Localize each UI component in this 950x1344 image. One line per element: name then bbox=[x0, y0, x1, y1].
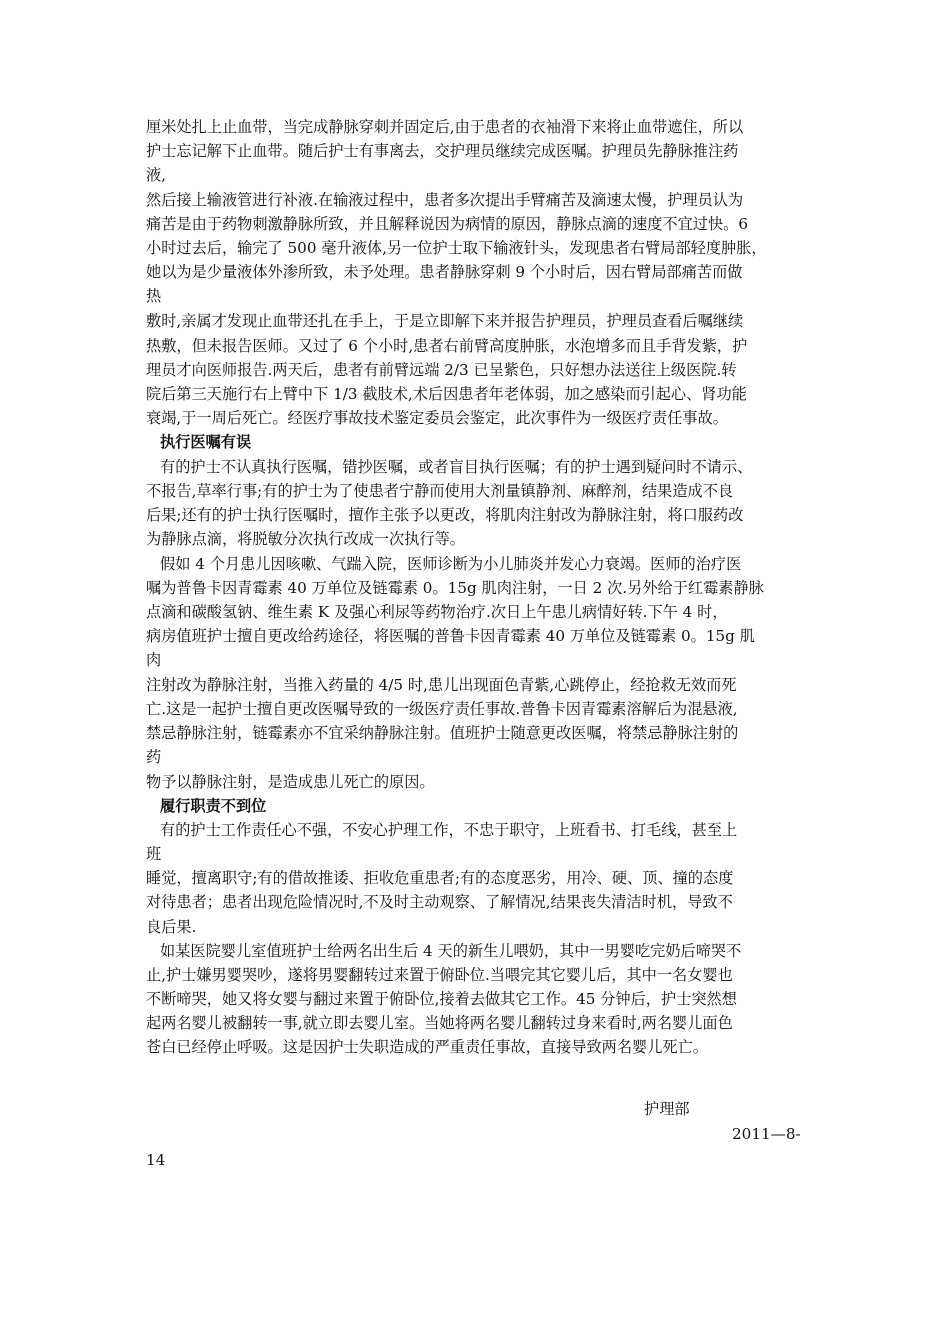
section-heading: 执行医嘱有误 bbox=[160, 433, 252, 451]
paragraph-line: 小时过去后，输完了 500 毫升液体,另一位护士取下输液针头，发现患者右臂局部轻度肿胀， bbox=[146, 239, 767, 257]
paragraph-line: 良后果. bbox=[146, 918, 197, 936]
paragraph-line: 如某医院婴儿室值班护士给两名出生后 4 天的新生儿喂奶，其中一男婴吃完奶后啼哭不 bbox=[160, 942, 742, 960]
paragraph-line: 止,护士嫌男婴哭吵，遂将男婴翻转过来置于俯卧位.当喂完其它婴儿后，其中一名女婴也 bbox=[146, 966, 733, 984]
paragraph-line: 起两名婴儿被翻转一事,就立即去婴儿室。当她将两名婴儿翻转过身来看时,两名婴儿面色 bbox=[146, 1014, 733, 1032]
paragraph-line: 厘米处扎上止血带，当完成静脉穿刺并固定后,由于患者的衣袖滑下来将止血带遮住，所以 bbox=[146, 118, 744, 136]
section-heading: 履行职责不到位 bbox=[160, 797, 267, 815]
paragraph-line: 理员才向医师报告.两天后，患者有前臂远端 2/3 已呈紫色，只好想办法送往上级医院.转 bbox=[146, 361, 737, 379]
paragraph-line: 院后第三天施行右上臂中下 1/3 截肢术,术后因患者年老体弱，加之感染而引起心、肾功能 bbox=[146, 385, 747, 403]
paragraph-line: 药 bbox=[146, 748, 162, 766]
paragraph-line: 后果;还有的护士执行医嘱时，擅作主张予以更改，将肌肉注射改为静脉注射，将口服药改 bbox=[146, 506, 744, 524]
paragraph-line: 热 bbox=[146, 287, 162, 305]
paragraph-line: 苍白已经停止呼吸。这是因护士失职造成的严重责任事故，直接导致两名婴儿死亡。 bbox=[146, 1038, 708, 1056]
paragraph-line: 禁忌静脉注射，链霉素亦不宜采纳静脉注射。值班护士随意更改医嘱，将禁忌静脉注射的 bbox=[146, 724, 739, 742]
paragraph-line: 肉 bbox=[146, 651, 162, 669]
paragraph-line: 不断啼哭，她又将女婴与翻过来置于俯卧位,接着去做其它工作。45 分钟后，护士突然想 bbox=[146, 990, 737, 1008]
paragraph-line: 注射改为静脉注射，当推入药量的 4/5 时,患儿出现面色青紫,心跳停止，经抢救无效而死 bbox=[146, 676, 737, 694]
paragraph-line: 她以为是少量液体外渗所致，未予处理。患者静脉穿刺 9 个小时后，因右臂局部痛苦而做 bbox=[146, 263, 743, 281]
paragraph-line: 点滴和碳酸氢钠、维生素 K 及强心利尿等药物治疗.次日上午患儿病情好转.下午 4 时， bbox=[146, 603, 728, 621]
paragraph-line: 为静脉点滴，将脱敏分次执行改成一次执行等。 bbox=[146, 530, 465, 548]
paragraph-line: 敷时,亲属才发现止血带还扎在手上，于是立即解下来并报告护理员，护理员查看后嘱继续 bbox=[146, 312, 744, 330]
paragraph-line: 护士忘记解下止血带。随后护士有事离去，交护理员继续完成医嘱。护理员先静脉推注药 bbox=[146, 142, 739, 160]
paragraph-line: 不报告,草率行事;有的护士为了使患者宁静而使用大剂量镇静剂、麻醉剂，结果造成不良 bbox=[146, 482, 734, 500]
paragraph-line: 嘱为普鲁卡因青霉素 40 万单位及链霉素 0。15g 肌肉注射，一日 2 次.另外给于红霉素静脉 bbox=[146, 579, 764, 597]
paragraph-line: 衰竭,于一周后死亡。经医疗事故技术鉴定委员会鉴定，此次事件为一级医疗责任事故。 bbox=[146, 409, 728, 427]
paragraph-line: 液, bbox=[146, 166, 167, 184]
document-date: 2011—8- bbox=[732, 1125, 801, 1143]
signature-department: 护理部 bbox=[644, 1100, 690, 1118]
paragraph-line: 物予以静脉注射，是造成患儿死亡的原因。 bbox=[146, 773, 435, 791]
paragraph-line: 然后接上输液管进行补液.在输液过程中，患者多次提出手臂痛苦及滴速太慢，护理员认为 bbox=[146, 191, 744, 209]
paragraph-line: 有的护士不认真执行医嘱，错抄医嘱，或者盲目执行医嘱；有的护士遇到疑问时不请示、 bbox=[160, 458, 753, 476]
document-date-continued: 14 bbox=[146, 1151, 166, 1169]
paragraph-line: 有的护士工作责任心不强，不安心护理工作，不忠于职守，上班看书、打毛线，甚至上 bbox=[160, 821, 738, 839]
paragraph-line: 睡觉，擅离职守;有的借故推诿、拒收危重患者;有的态度恶劣，用冷、硬、顶、撞的态度 bbox=[146, 869, 734, 887]
paragraph-line: 病房值班护士擅自更改给药途径，将医嘱的普鲁卡因青霉素 40 万单位及链霉素 0。15g 肌 bbox=[146, 627, 755, 645]
paragraph-line: 班 bbox=[146, 845, 162, 863]
paragraph-line: 对待患者；患者出现危险情况时,不及时主动观察、了解情况,结果丧失清洁时机，导致不 bbox=[146, 893, 733, 911]
paragraph-line: 痛苦是由于药物刺激静脉所致，并且解释说因为病情的原因，静脉点滴的速度不宜过快。6 bbox=[146, 215, 748, 233]
paragraph-line: 亡.这是一起护士擅自更改医嘱导致的一级医疗责任事故.普鲁卡因青霉素溶解后为混悬液, bbox=[146, 700, 738, 718]
paragraph-line: 热敷，但未报告医师。又过了 6 个小时,患者右前臂高度肿胀，水泡增多而且手背发紫，护 bbox=[146, 337, 748, 355]
paragraph-line: 假如 4 个月患儿因咳嗽、气踹入院，医师诊断为小儿肺炎并发心力衰竭。医师的治疗医 bbox=[160, 555, 742, 573]
